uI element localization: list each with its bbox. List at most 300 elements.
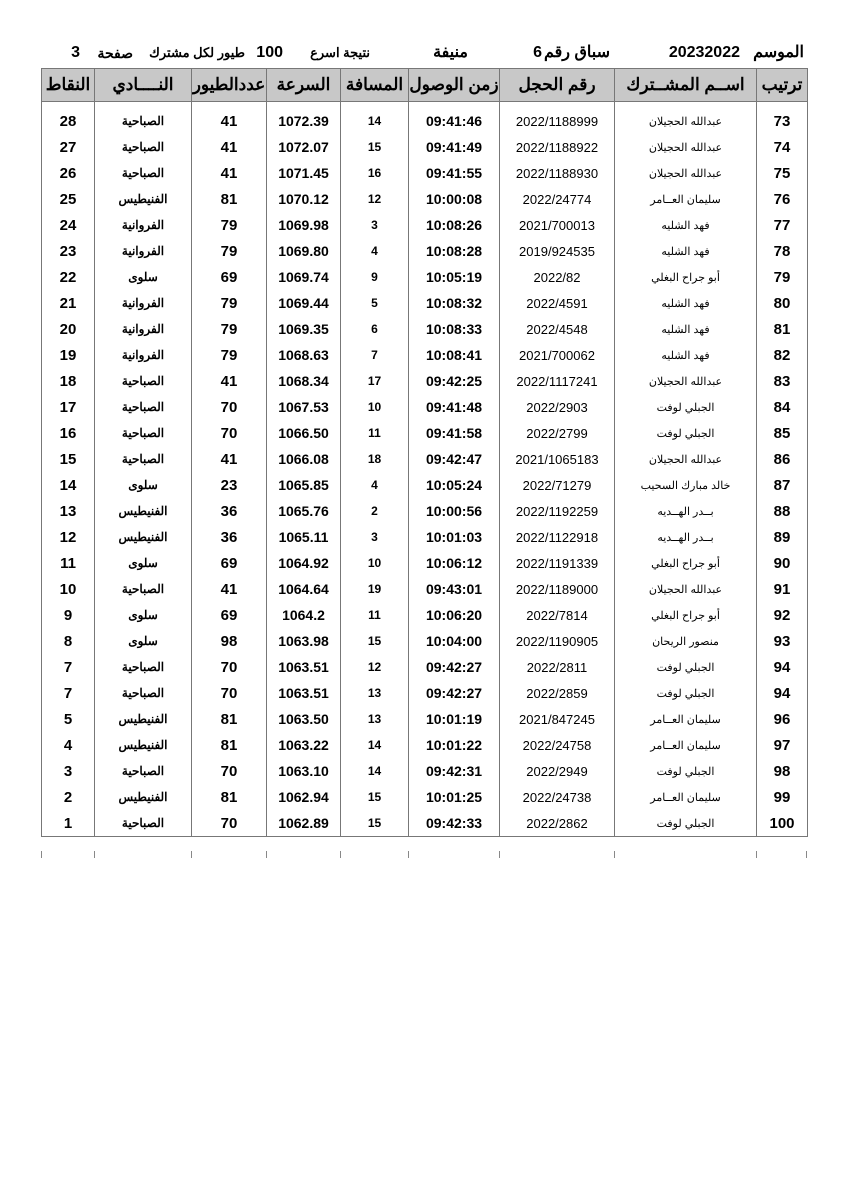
- club-cell: الفنيطيس: [95, 784, 192, 810]
- arrival-time-cell: 09:41:58: [409, 420, 500, 446]
- club-cell: الفروانية: [95, 316, 192, 342]
- club-cell: الفنيطيس: [95, 498, 192, 524]
- club-cell: سلوى: [95, 550, 192, 576]
- race-location: منيفة: [433, 44, 468, 61]
- col-points: النقاط: [42, 69, 95, 102]
- points-cell: 12: [42, 524, 95, 550]
- bird-count-cell: 79: [192, 212, 267, 238]
- club-cell: سلوى: [95, 602, 192, 628]
- rank-cell: 87: [757, 472, 808, 498]
- ring-cell: 2022/24738: [500, 784, 615, 810]
- arrival-time-cell: 10:05:19: [409, 264, 500, 290]
- name-cell: فهد الشليه: [615, 316, 757, 342]
- table-row: [42, 576, 808, 602]
- ring-cell: 2022/2799: [500, 420, 615, 446]
- arrival-time-cell: 09:41:48: [409, 394, 500, 420]
- club-cell: الفنيطيس: [95, 706, 192, 732]
- name-cell: بــدر الهــديه: [615, 524, 757, 550]
- bottom-ticks: [41, 851, 807, 859]
- bird-count-cell: 81: [192, 732, 267, 758]
- arrival-time-cell: 10:01:03: [409, 524, 500, 550]
- bird-count-cell: 81: [192, 784, 267, 810]
- distance-cell: 5: [341, 290, 409, 316]
- table-row: [42, 316, 808, 342]
- rank-cell: 79: [757, 264, 808, 290]
- table-row: [42, 290, 808, 316]
- bird-count-cell: 23: [192, 472, 267, 498]
- speed-cell: 1072.39: [267, 108, 341, 134]
- distance-cell: 2: [341, 498, 409, 524]
- table-row: [42, 680, 808, 706]
- arrival-time-cell: 09:42:25: [409, 368, 500, 394]
- name-cell: سليمان العــامر: [615, 784, 757, 810]
- club-cell: الصباحية: [95, 420, 192, 446]
- bird-count-cell: 69: [192, 602, 267, 628]
- bird-count-cell: 36: [192, 498, 267, 524]
- name-cell: أبو جراح البغلي: [615, 550, 757, 576]
- points-cell: 9: [42, 602, 95, 628]
- rank-cell: 78: [757, 238, 808, 264]
- speed-cell: 1065.76: [267, 498, 341, 524]
- results-table: [41, 68, 808, 837]
- points-cell: 3: [42, 758, 95, 784]
- distance-cell: 15: [341, 628, 409, 654]
- distance-cell: 18: [341, 446, 409, 472]
- name-cell: أبو جراح البغلي: [615, 602, 757, 628]
- rank-cell: 88: [757, 498, 808, 524]
- distance-cell: 14: [341, 732, 409, 758]
- rank-cell: 91: [757, 576, 808, 602]
- table-row: [42, 628, 808, 654]
- table-row: [42, 186, 808, 212]
- rank-cell: 92: [757, 602, 808, 628]
- points-cell: 11: [42, 550, 95, 576]
- speed-cell: 1068.34: [267, 368, 341, 394]
- table-row: [42, 602, 808, 628]
- arrival-time-cell: 09:43:01: [409, 576, 500, 602]
- club-cell: الصباحية: [95, 160, 192, 186]
- arrival-time-cell: 10:08:32: [409, 290, 500, 316]
- ring-cell: 2021/700062: [500, 342, 615, 368]
- name-cell: فهد الشليه: [615, 212, 757, 238]
- table-row: [42, 524, 808, 550]
- col-name: اســم المشــترك: [615, 69, 757, 102]
- name-cell: سليمان العــامر: [615, 732, 757, 758]
- bird-count-cell: 79: [192, 290, 267, 316]
- bird-count-cell: 70: [192, 680, 267, 706]
- points-cell: 15: [42, 446, 95, 472]
- distance-cell: 11: [341, 602, 409, 628]
- bird-count-cell: 36: [192, 524, 267, 550]
- distance-cell: 15: [341, 134, 409, 160]
- speed-cell: 1065.11: [267, 524, 341, 550]
- speed-cell: 1063.51: [267, 680, 341, 706]
- speed-cell: 1069.98: [267, 212, 341, 238]
- arrival-time-cell: 09:42:47: [409, 446, 500, 472]
- distance-cell: 4: [341, 238, 409, 264]
- rank-cell: 73: [757, 108, 808, 134]
- rank-cell: 80: [757, 290, 808, 316]
- ring-cell: 2022/1192259: [500, 498, 615, 524]
- arrival-time-cell: 09:42:31: [409, 758, 500, 784]
- table-row: [42, 472, 808, 498]
- points-cell: 4: [42, 732, 95, 758]
- rank-cell: 82: [757, 342, 808, 368]
- table-row: [42, 212, 808, 238]
- bird-count-cell: 70: [192, 420, 267, 446]
- bird-count-cell: 79: [192, 238, 267, 264]
- club-cell: الفنيطيس: [95, 732, 192, 758]
- ring-cell: 2022/71279: [500, 472, 615, 498]
- arrival-time-cell: 10:05:24: [409, 472, 500, 498]
- col-speed: السرعة: [267, 69, 341, 102]
- distance-cell: 15: [341, 784, 409, 810]
- bird-count-cell: 69: [192, 264, 267, 290]
- distance-cell: 13: [341, 706, 409, 732]
- arrival-time-cell: 10:00:08: [409, 186, 500, 212]
- club-cell: الصباحية: [95, 758, 192, 784]
- col-ring: رقم الحجل: [500, 69, 615, 102]
- points-cell: 7: [42, 680, 95, 706]
- speed-cell: 1063.98: [267, 628, 341, 654]
- result-label: نتيجة اسرع: [310, 45, 370, 60]
- arrival-time-cell: 10:00:56: [409, 498, 500, 524]
- points-cell: 2: [42, 784, 95, 810]
- rank-cell: 84: [757, 394, 808, 420]
- season-value: 20232022: [668, 44, 740, 61]
- points-cell: 13: [42, 498, 95, 524]
- name-cell: عبدالله الحجيلان: [615, 108, 757, 134]
- ring-cell: 2022/1122918: [500, 524, 615, 550]
- ring-cell: 2022/1188922: [500, 134, 615, 160]
- speed-cell: 1068.63: [267, 342, 341, 368]
- table-row: [42, 550, 808, 576]
- rank-cell: 85: [757, 420, 808, 446]
- club-cell: سلوى: [95, 628, 192, 654]
- name-cell: الجبلي لوفت: [615, 810, 757, 837]
- name-cell: سليمان العــامر: [615, 186, 757, 212]
- speed-cell: 1069.80: [267, 238, 341, 264]
- ring-cell: 2021/847245: [500, 706, 615, 732]
- club-cell: الفنيطيس: [95, 524, 192, 550]
- ring-cell: 2022/82: [500, 264, 615, 290]
- name-cell: منصور الريحان: [615, 628, 757, 654]
- points-cell: 22: [42, 264, 95, 290]
- name-cell: فهد الشليه: [615, 342, 757, 368]
- col-club: النــــادي: [95, 69, 192, 102]
- club-cell: الفنيطيس: [95, 186, 192, 212]
- name-cell: عبدالله الحجيلان: [615, 446, 757, 472]
- table-row: [42, 446, 808, 472]
- table-row: [42, 264, 808, 290]
- distance-cell: 12: [341, 186, 409, 212]
- points-cell: 17: [42, 394, 95, 420]
- ring-cell: 2022/1191339: [500, 550, 615, 576]
- bird-count-cell: 41: [192, 576, 267, 602]
- rank-cell: 83: [757, 368, 808, 394]
- arrival-time-cell: 10:08:28: [409, 238, 500, 264]
- name-cell: عبدالله الحجيلان: [615, 576, 757, 602]
- distance-cell: 16: [341, 160, 409, 186]
- name-cell: الجبلي لوفت: [615, 758, 757, 784]
- table-row: [42, 810, 808, 837]
- ring-cell: 2019/924535: [500, 238, 615, 264]
- arrival-time-cell: 10:06:20: [409, 602, 500, 628]
- rank-cell: 74: [757, 134, 808, 160]
- rank-cell: 76: [757, 186, 808, 212]
- ring-cell: 2022/1117241: [500, 368, 615, 394]
- table-row: [42, 784, 808, 810]
- club-cell: الفروانية: [95, 290, 192, 316]
- table-row: [42, 238, 808, 264]
- distance-cell: 10: [341, 394, 409, 420]
- bird-count-cell: 41: [192, 108, 267, 134]
- bird-count-cell: 41: [192, 446, 267, 472]
- name-cell: أبو جراح البغلي: [615, 264, 757, 290]
- club-cell: الفروانية: [95, 342, 192, 368]
- points-cell: 7: [42, 654, 95, 680]
- ring-cell: 2022/4548: [500, 316, 615, 342]
- rank-cell: 86: [757, 446, 808, 472]
- name-cell: عبدالله الحجيلان: [615, 134, 757, 160]
- ring-cell: 2022/1190905: [500, 628, 615, 654]
- ring-cell: 2022/2949: [500, 758, 615, 784]
- name-cell: فهد الشليه: [615, 238, 757, 264]
- ring-cell: 2022/1188930: [500, 160, 615, 186]
- arrival-time-cell: 09:42:27: [409, 654, 500, 680]
- distance-cell: 17: [341, 368, 409, 394]
- rank-cell: 77: [757, 212, 808, 238]
- name-cell: فهد الشليه: [615, 290, 757, 316]
- col-bird-count: عددالطيور: [192, 69, 267, 102]
- name-cell: عبدالله الحجيلان: [615, 368, 757, 394]
- speed-cell: 1062.89: [267, 810, 341, 837]
- race-number: 6: [533, 44, 542, 61]
- rank-cell: 99: [757, 784, 808, 810]
- points-cell: 25: [42, 186, 95, 212]
- rank-cell: 81: [757, 316, 808, 342]
- club-cell: سلوى: [95, 472, 192, 498]
- points-cell: 26: [42, 160, 95, 186]
- bird-count-cell: 81: [192, 706, 267, 732]
- speed-cell: 1062.94: [267, 784, 341, 810]
- speed-cell: 1063.51: [267, 654, 341, 680]
- per-member-label: طيور لكل مشترك: [149, 45, 245, 60]
- speed-cell: 1067.53: [267, 394, 341, 420]
- speed-cell: 1071.45: [267, 160, 341, 186]
- table-row: [42, 342, 808, 368]
- bird-count-cell: 70: [192, 810, 267, 837]
- points-cell: 5: [42, 706, 95, 732]
- name-cell: الجبلي لوفت: [615, 420, 757, 446]
- points-cell: 21: [42, 290, 95, 316]
- points-cell: 1: [42, 810, 95, 837]
- points-cell: 20: [42, 316, 95, 342]
- speed-cell: 1069.35: [267, 316, 341, 342]
- club-cell: الصباحية: [95, 134, 192, 160]
- rank-cell: 94: [757, 680, 808, 706]
- points-cell: 18: [42, 368, 95, 394]
- distance-cell: 7: [341, 342, 409, 368]
- name-cell: الجبلي لوفت: [615, 654, 757, 680]
- distance-cell: 3: [341, 524, 409, 550]
- arrival-time-cell: 10:08:26: [409, 212, 500, 238]
- arrival-time-cell: 10:06:12: [409, 550, 500, 576]
- club-cell: الصباحية: [95, 394, 192, 420]
- rank-cell: 96: [757, 706, 808, 732]
- rank-cell: 94: [757, 654, 808, 680]
- arrival-time-cell: 10:08:33: [409, 316, 500, 342]
- bird-count-cell: 41: [192, 160, 267, 186]
- distance-cell: 6: [341, 316, 409, 342]
- arrival-time-cell: 09:41:55: [409, 160, 500, 186]
- table-row: [42, 732, 808, 758]
- col-distance: المسافة: [341, 69, 409, 102]
- arrival-time-cell: 09:41:49: [409, 134, 500, 160]
- ring-cell: 2022/2903: [500, 394, 615, 420]
- rank-cell: 98: [757, 758, 808, 784]
- club-cell: الصباحية: [95, 680, 192, 706]
- table-row: [42, 498, 808, 524]
- distance-cell: 14: [341, 108, 409, 134]
- speed-cell: 1072.07: [267, 134, 341, 160]
- club-cell: الصباحية: [95, 108, 192, 134]
- header-row: [42, 69, 808, 102]
- arrival-time-cell: 09:42:33: [409, 810, 500, 837]
- points-cell: 28: [42, 108, 95, 134]
- arrival-time-cell: 09:41:46: [409, 108, 500, 134]
- col-arrival-time: زمن الوصول: [409, 69, 500, 102]
- arrival-time-cell: 10:04:00: [409, 628, 500, 654]
- rank-cell: 90: [757, 550, 808, 576]
- name-cell: خالد مبارك السحيب: [615, 472, 757, 498]
- club-cell: الصباحية: [95, 810, 192, 837]
- club-cell: الفروانية: [95, 238, 192, 264]
- club-cell: الصباحية: [95, 368, 192, 394]
- points-cell: 14: [42, 472, 95, 498]
- ring-cell: 2022/2862: [500, 810, 615, 837]
- name-cell: عبدالله الحجيلان: [615, 160, 757, 186]
- col-rank: ترتيب: [757, 69, 808, 102]
- table-row: [42, 160, 808, 186]
- distance-cell: 9: [341, 264, 409, 290]
- rank-cell: 97: [757, 732, 808, 758]
- club-cell: الفروانية: [95, 212, 192, 238]
- ring-cell: 2021/700013: [500, 212, 615, 238]
- points-cell: 24: [42, 212, 95, 238]
- table-row: [42, 758, 808, 784]
- ring-cell: 2022/24774: [500, 186, 615, 212]
- ring-cell: 2022/7814: [500, 602, 615, 628]
- name-cell: بــدر الهــديه: [615, 498, 757, 524]
- points-cell: 27: [42, 134, 95, 160]
- ring-cell: 2022/2859: [500, 680, 615, 706]
- rank-cell: 89: [757, 524, 808, 550]
- bird-count-cell: 79: [192, 342, 267, 368]
- arrival-time-cell: 10:08:41: [409, 342, 500, 368]
- table-row: [42, 108, 808, 134]
- speed-cell: 1066.50: [267, 420, 341, 446]
- points-cell: 8: [42, 628, 95, 654]
- points-cell: 10: [42, 576, 95, 602]
- bird-count-cell: 79: [192, 316, 267, 342]
- ring-cell: 2022/2811: [500, 654, 615, 680]
- points-cell: 23: [42, 238, 95, 264]
- arrival-time-cell: 10:01:25: [409, 784, 500, 810]
- bird-count-cell: 69: [192, 550, 267, 576]
- table-row: [42, 706, 808, 732]
- speed-cell: 1069.74: [267, 264, 341, 290]
- race-label: سباق رقم: [544, 44, 610, 61]
- bird-count-cell: 70: [192, 654, 267, 680]
- speed-cell: 1063.10: [267, 758, 341, 784]
- speed-cell: 1065.85: [267, 472, 341, 498]
- club-cell: سلوى: [95, 264, 192, 290]
- distance-cell: 11: [341, 420, 409, 446]
- table-row: [42, 654, 808, 680]
- arrival-time-cell: 10:01:22: [409, 732, 500, 758]
- bird-count-cell: 98: [192, 628, 267, 654]
- table-row: [42, 420, 808, 446]
- ring-cell: 2022/24758: [500, 732, 615, 758]
- speed-cell: 1066.08: [267, 446, 341, 472]
- distance-cell: 19: [341, 576, 409, 602]
- bird-count-cell: 41: [192, 134, 267, 160]
- speed-cell: 1069.44: [267, 290, 341, 316]
- speed-cell: 1063.50: [267, 706, 341, 732]
- bird-count-cell: 41: [192, 368, 267, 394]
- arrival-time-cell: 09:42:27: [409, 680, 500, 706]
- distance-cell: 15: [341, 810, 409, 837]
- club-cell: الصباحية: [95, 654, 192, 680]
- page-label: صفحة: [97, 45, 133, 61]
- rank-cell: 75: [757, 160, 808, 186]
- bird-count-cell: 70: [192, 758, 267, 784]
- distance-cell: 10: [341, 550, 409, 576]
- distance-cell: 13: [341, 680, 409, 706]
- ring-cell: 2022/1188999: [500, 108, 615, 134]
- rank-cell: 93: [757, 628, 808, 654]
- season-label: الموسم: [753, 44, 804, 61]
- name-cell: الجبلي لوفت: [615, 394, 757, 420]
- ring-cell: 2021/1065183: [500, 446, 615, 472]
- points-cell: 19: [42, 342, 95, 368]
- report-header: [0, 40, 848, 66]
- distance-cell: 14: [341, 758, 409, 784]
- club-cell: الصباحية: [95, 576, 192, 602]
- distance-cell: 3: [341, 212, 409, 238]
- bird-count-cell: 81: [192, 186, 267, 212]
- speed-cell: 1064.92: [267, 550, 341, 576]
- table-row: [42, 394, 808, 420]
- distance-cell: 4: [341, 472, 409, 498]
- top-count: 100: [256, 44, 283, 61]
- ring-cell: 2022/1189000: [500, 576, 615, 602]
- name-cell: سليمان العــامر: [615, 706, 757, 732]
- rank-cell: 100: [757, 810, 808, 837]
- distance-cell: 12: [341, 654, 409, 680]
- page-number: 3: [71, 44, 80, 61]
- arrival-time-cell: 10:01:19: [409, 706, 500, 732]
- points-cell: 16: [42, 420, 95, 446]
- speed-cell: 1063.22: [267, 732, 341, 758]
- name-cell: الجبلي لوفت: [615, 680, 757, 706]
- speed-cell: 1064.2: [267, 602, 341, 628]
- table-row: [42, 134, 808, 160]
- bird-count-cell: 70: [192, 394, 267, 420]
- speed-cell: 1070.12: [267, 186, 341, 212]
- table-row: [42, 368, 808, 394]
